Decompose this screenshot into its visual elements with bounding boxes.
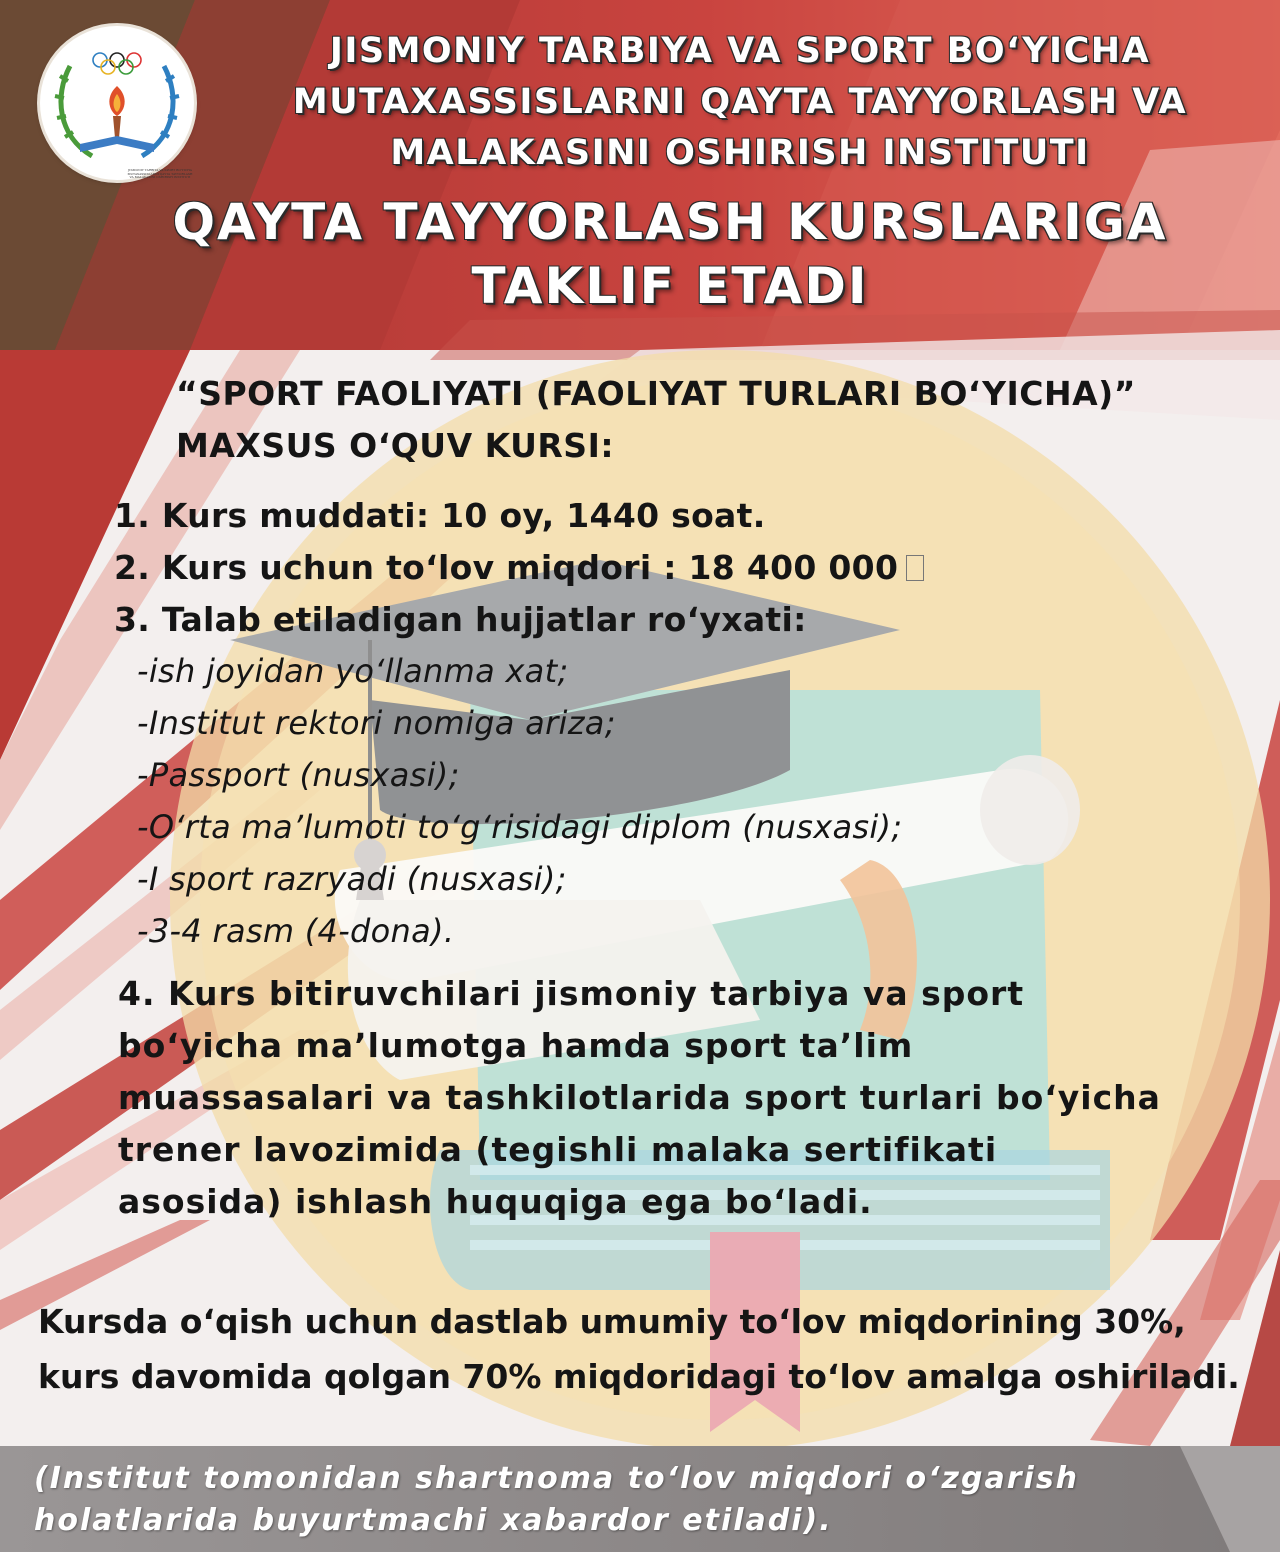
item-fee-text: 2. Kurs uchun to‘lov miqdori : 18 400 000 [114, 548, 899, 587]
item-fee [114, 542, 924, 594]
document-item: -I sport razryadi (nusxasi); [137, 860, 567, 898]
logo-caption: JISMONIY TARBIYA VA SPORT BO'YICHA MUTAXASSISLARNI QAYTA TAYYORLASH VA MALAKASINI OSHIRISH INSTITUTI [127, 168, 193, 180]
item-duration: 1. Kurs muddati: 10 oy, 1440 soat. [114, 496, 766, 535]
course-name: “SPORT FAOLIYATI (FAOLIYAT TURLARI BO‘YICHA)” MAXSUS O‘QUV KURSI: [176, 374, 1136, 465]
institute-title: JISMONIY TARBIYA VA SPORT BO‘YICHA MUTAXASSISLARNI QAYTA TAYYORLASH VA MALAKASINI OSHIRISH INSTITUTI [292, 31, 1188, 173]
currency-placeholder-icon [906, 555, 924, 581]
documents-list [137, 645, 902, 957]
item-graduates: 4. Kurs bitiruvchilari jismoniy tarbiya va sport bo‘yicha ma’lumotga hamda sport ta’lim muassasalari va tashkilotlarida sport turlari bo‘yicha trener lavozimida (tegishli malaka sertifikati asosida) ishlash huquqiga ega bo‘ladi. [118, 974, 1161, 1221]
olympic-rings-torch-book-emblem-icon [40, 26, 194, 180]
document-item: -ish joyidan yo‘llanma xat; [137, 652, 569, 690]
footer-note: (Institut tomonidan shartnoma to‘lov miqdori o‘zgarish holatlarida buyurtmachi xabardor etiladi). [34, 1461, 1080, 1538]
document-item: -3-4 rasm (4-dona). [137, 912, 455, 950]
item-documents-title: 3. Talab etiladigan hujjatlar ro‘yxati: [114, 600, 807, 639]
document-item: -Passport (nusxasi); [137, 756, 460, 794]
page-headline: QAYTA TAYYORLASH KURSLARIGA TAKLIF ETADI [172, 193, 1168, 315]
payment-note: Kursda o‘qish uchun dastlab umumiy to‘lov miqdorining 30%, kurs davomida qolgan 70% miqdoridagi to‘lov amalga oshiriladi. [38, 1302, 1240, 1396]
institute-logo [40, 26, 194, 180]
document-item: -Institut rektori nomiga ariza; [137, 704, 616, 742]
document-item: -O‘rta ma’lumoti to‘g‘risidagi diplom (nusxasi); [137, 808, 903, 846]
